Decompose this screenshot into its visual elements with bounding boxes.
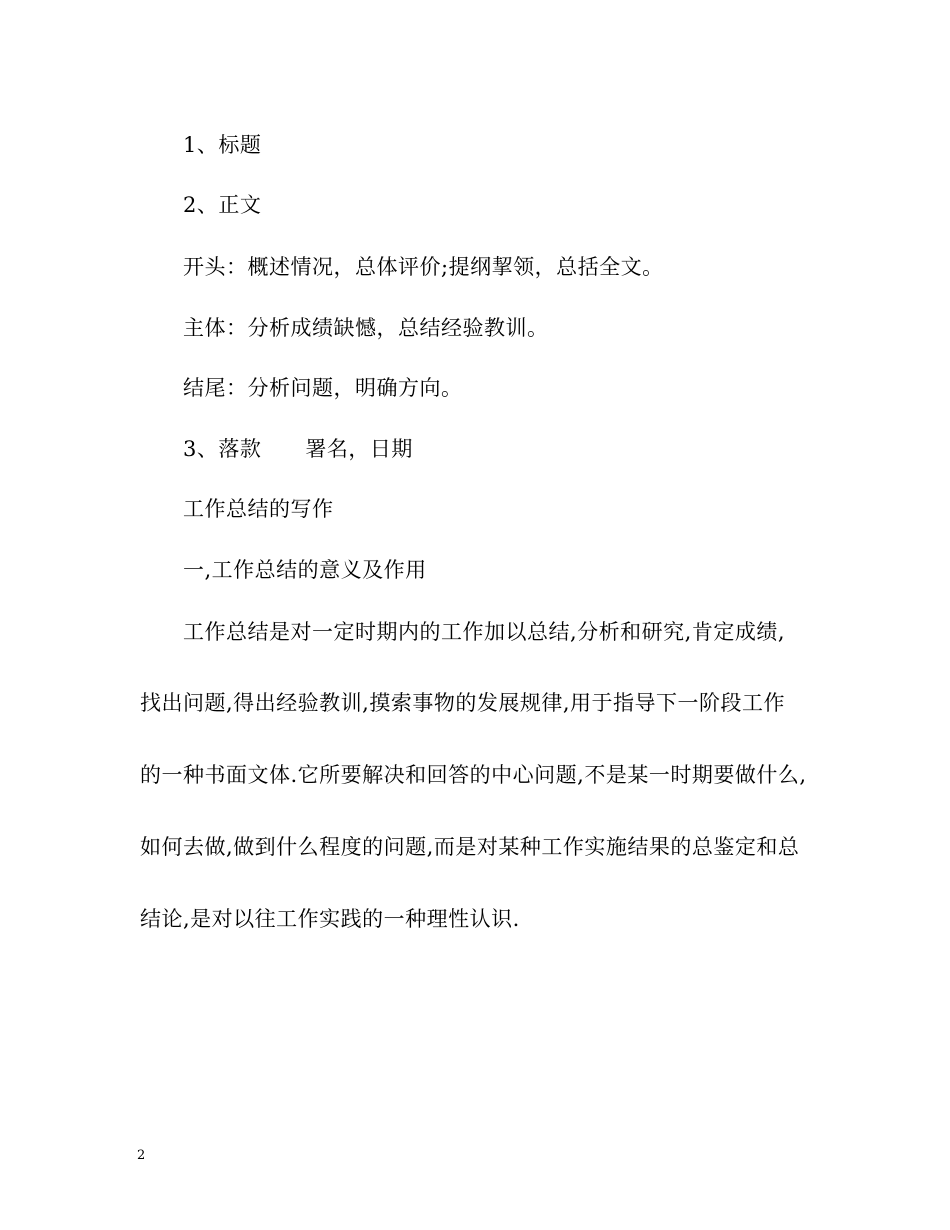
paragraph-line: 的一种书面文体.它所要解决和回答的中心问题,不是某一时期要做什么, [140, 763, 807, 787]
section-title: 工作总结的写作 [183, 497, 334, 521]
outline-item-signature [183, 435, 413, 463]
signature-label: 3、落款 [183, 437, 262, 461]
paragraph-line: 工作总结是对一定时期内的工作加以总结,分析和研究,肯定成绩, [183, 620, 786, 644]
body-main-line: 主体：分析成绩缺憾，总结经验教训。 [183, 316, 549, 340]
subsection-title: 一,工作总结的意义及作用 [183, 558, 427, 582]
body-ending-line: 结尾：分析问题，明确方向。 [183, 376, 463, 400]
paragraph-line: 结论,是对以往工作实践的一种理性认识. [140, 907, 520, 931]
paragraph-line: 如何去做,做到什么程度的问题,而是对某种工作实施结果的总鉴定和总 [140, 835, 800, 859]
paragraph-line: 找出问题,得出经验教训,摸索事物的发展规律,用于指导下一阶段工作 [140, 691, 786, 715]
outline-item-body: 2、正文 [183, 193, 262, 217]
outline-item-title: 1、标题 [183, 133, 262, 157]
signature-value: 署名，日期 [305, 437, 413, 461]
body-opening-line: 开头：概述情况，总体评价;提纲挈领，总括全文。 [183, 255, 664, 279]
page-number: 2 [137, 1148, 146, 1163]
